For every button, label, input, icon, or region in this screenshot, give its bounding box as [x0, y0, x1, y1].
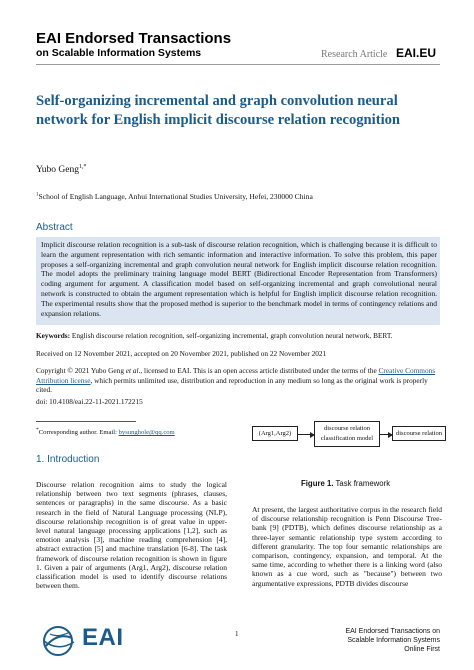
footnote-mark: * [36, 427, 39, 433]
keywords-label: Keywords: [36, 331, 71, 340]
journal-title: EAI Endorsed Transactions [36, 30, 232, 47]
copyright-pre: Copyright © 2021 Yubo Geng [36, 366, 126, 375]
copyright-post: , which permits unlimited use, distribution and reproduction in any medium so long as the original work is properly cited. [36, 375, 428, 395]
copyright-notice [36, 366, 440, 395]
keywords [36, 331, 440, 341]
footnote-divider [36, 421, 136, 422]
copyright-mid: , licensed to EAI. This is an open access article distributed under the terms of the [140, 366, 379, 375]
figure-box-arguments: (Arg1,Arg2) [252, 426, 298, 441]
right-column-text: At present, the largest authoritative corpus in the research field of discourse relationship recognition is Penn Discourse Tree-bank [9] (PDTB), which defines discourse relationship as a three-layer semantic relationship type system according to different granularity. The top four semantic relationships are comparison, contingency, expansion, and temporal. At the same time, according to whether there is a linking word (also known as a cue word, such as "because") between two argumentative expressions, PDTB divides discourse [252, 505, 442, 588]
footer-line-3: Online First [404, 646, 440, 653]
figure-box-model-line2: classification model [320, 435, 374, 442]
publication-dates: Received on 12 November 2021, accepted on 20 November 2021, published on 22 November 2021 [36, 349, 327, 358]
keywords-text: English discourse relation recognition, self-organizing incremental, graph convolution neural network, BERT. [71, 331, 393, 340]
task-framework-figure [250, 415, 446, 471]
footer-line-2: Scalable Information Systems [347, 637, 440, 644]
figure-arrow-1 [298, 434, 314, 435]
footnote-label: Corresponding author. Email: [38, 429, 119, 437]
corresponding-footnote [36, 427, 175, 436]
author-name: Yubo Geng [36, 165, 80, 176]
abstract-text: Implicit discourse relation recognition is a sub-task of discourse relation recognition, which is challenging because it is difficult to learn the argument representation with rich semantic information and interactive information. To solve this problem, this paper proposes a self-organizing incremental and graph convolution neural network for English implicit discourse relation recognition. The model adopts the preliminary training language model BERT (Bidirectional Encoder Representation from Transformers) coding argument for argument. A classification model based on self-organizing incremental and graph convolutional neural network is constructed to obtain the argument representation which is helpful for English implicit discourse relation recognition. The experimental results show that the proposed method is superior to the benchmark model in terms of contingency relations and expansion relations. [41, 240, 437, 318]
header-divider [36, 64, 440, 65]
page-number: 1 [235, 630, 239, 638]
figure-box-model-line1: discourse relation [323, 425, 371, 432]
introduction-heading: 1. Introduction [36, 454, 100, 465]
affiliation-mark: 1 [36, 192, 39, 198]
footer-line-1: EAI Endorsed Transactions on [345, 628, 440, 635]
figure-arrow-2 [380, 434, 392, 435]
journal-subtitle: on Scalable Information Systems [36, 47, 202, 59]
figure-box-model [314, 421, 380, 447]
eai-logo-text: EAI [82, 624, 124, 651]
figure-caption [301, 479, 390, 488]
doi: doi: 10.4108/eai.22-11-2021.172215 [36, 397, 143, 406]
abstract-heading: Abstract [36, 222, 73, 233]
figure-caption-text: Task framework [333, 479, 391, 488]
article-type-label: Research Article [321, 49, 388, 60]
copyright-etal: et al. [125, 366, 141, 375]
figure-caption-label: Figure 1. [301, 479, 334, 488]
footer-journal-info [330, 627, 440, 654]
license-link[interactable]: Creative Commons Attribution license [36, 366, 436, 385]
author-email-link[interactable]: bysunghole@qq.com [118, 429, 175, 437]
brand-label: EAI.EU [396, 46, 437, 60]
figure-box-relation: discourse relation [392, 426, 446, 441]
affiliation [36, 192, 313, 201]
article-title: Self-organizing incremental and graph convolution neural network for English implicit discourse relation recognition [36, 93, 401, 128]
introduction-text: Discourse relation recognition aims to study the logical relationship between two text segments (phrases, clauses, sentences or paragraphs) in the same discourse. As a basic research in the field of Natural Language processing (NLP), discourse relationship recognition is of great value in upper-level natural language processing applications [1,2], such as emotion analysis [3], machine reading comprehension [4], abstract extraction [5] and machine translation [6-8]. The task framework of discourse relation recognition is shown in figure 1. Given a pair of arguments (Arg1, Arg2), discourse relation classification model is used to identify discourse relations between them. [36, 480, 227, 591]
author-line [36, 164, 87, 175]
affiliation-text: School of English Language, Anhui International Studies University, Hefei, 230000 China [38, 192, 313, 201]
author-marks: 1,* [79, 164, 87, 170]
